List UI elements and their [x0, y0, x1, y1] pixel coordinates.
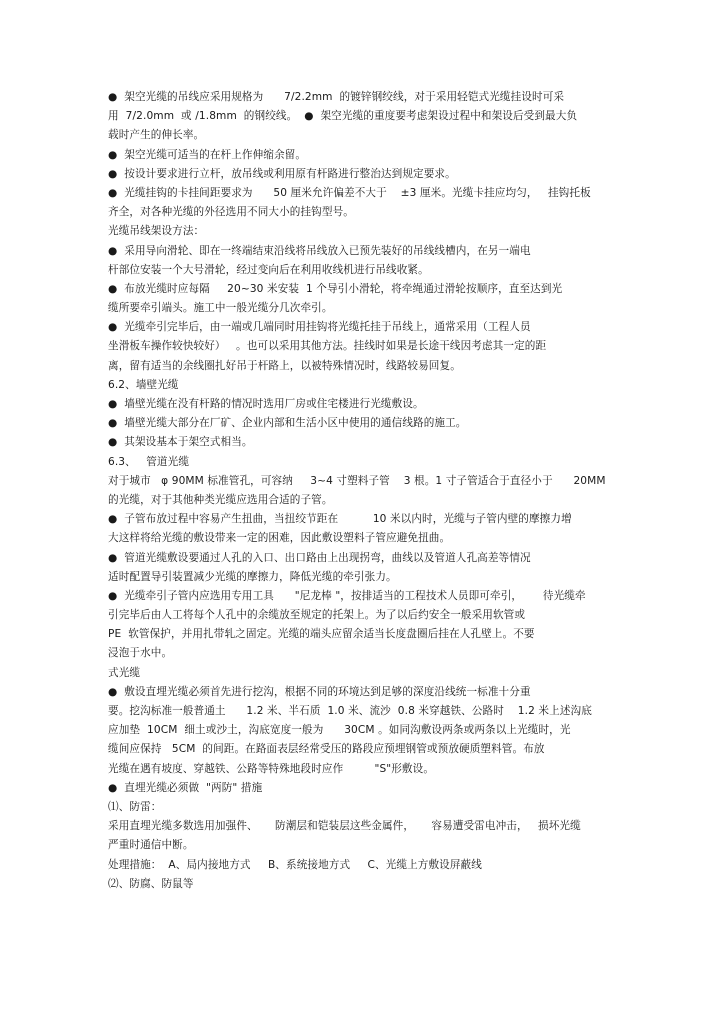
- section-heading: 6.3、 管道光缆: [108, 455, 190, 468]
- text-line: 齐全，对各种光缆的外径选用不同大小的挂钩型号。: [108, 206, 354, 219]
- text-line: 适时配置导引装置减少光缆的摩擦力，降低光缆的牵引张力。: [108, 570, 397, 583]
- text-line: ● 架空光缆可适当的在杆上作伸缩余留。: [108, 148, 307, 161]
- text-line: ● 光缆牵引完毕后，由一端或几端同时用挂钩将光缆托挂于吊线上，通常采用（工程人员: [108, 321, 531, 334]
- document-page: [108, 88, 616, 894]
- text-line: 的光缆，对于其他种类光缆应选用合适的子管。: [108, 493, 333, 506]
- text-line: ● 光缆挂钩的卡挂间距要求为 50 厘米允许偏差不大于 ±3 厘米。光缆卡挂应均匀， 挂钩托板: [108, 186, 591, 199]
- text-line: 要。挖沟标准一般普通土 1.2 米、半石质 1.0 米、流沙 0.8 米穿越铁、公路时 1.2 米上述沟底: [108, 705, 592, 717]
- section-heading: 式光缆: [108, 666, 141, 679]
- text-line: 杆部位安装一个大号滑轮，经过变向后在利用收线机进行吊线收紧。: [108, 263, 429, 276]
- text-line: 应加垫 10CM 细土或沙土，沟底宽度一般为 30CM 。如同沟敷设两条或两条以上光缆时，光: [108, 724, 571, 737]
- text-line: 坐滑板车操作较快较好） 。也可以采用其他方法。挂线时如果是长途干线因考虑其一定的距: [108, 340, 547, 353]
- text-line: ⑴、防雷：: [108, 800, 162, 813]
- text-line: ● 按设计要求进行立杆，放吊线或利用原有杆路进行整治达到规定要求。: [108, 167, 456, 180]
- text-line: 离，留有适当的余线圈扎好吊于杆路上，以被特殊情况时，线路较易回复。: [108, 359, 461, 372]
- text-line: ● 采用导向滑轮、即在一终端结束沿线将吊线放入已预先装好的吊线线槽内，在另一端电: [108, 244, 531, 257]
- text-line: 缆所要牵引端头。施工中一般光缆分几次牵引。: [108, 302, 333, 315]
- text-line: ⑵、防腐、防鼠等: [108, 877, 194, 890]
- text-line: ● 子管布放过程中容易产生扭曲，当扭绞节距在 10 米以内时，光缆与子管内壁的摩擦力增: [108, 513, 572, 526]
- text-line: ● 直埋光缆必须做 "两防" 措施: [108, 781, 263, 794]
- text-line: 光缆在遇有坡度、穿越铁、公路等特殊地段时应作 "S"形敷设。: [108, 762, 435, 775]
- text-line: ● 管道光缆敷设要通过人孔的入口、出口路由上出现拐弯，曲线以及管道人孔高差等情况: [108, 551, 531, 564]
- text-line: 缆间应保持 5CM 的间距。在路面表层经常受压的路段应预埋钢管或预放硬质塑料管。布放: [108, 743, 545, 756]
- text-line: PE 软管保护，并用扎带轧之固定。光缆的端头应留余适当长度盘圈后挂在人孔壁上。不要: [108, 628, 535, 641]
- text-line: 用 7/2.0mm 或 /1.8mm 的钢绞线。 ● 架空光缆的重度要考虑架设过程中和架设后受到最大负: [108, 110, 578, 123]
- text-line: ● 架空光缆的吊线应采用规格为 7/2.2mm 的镀锌钢绞线，对于采用轻铠式光缆挂设时可采: [108, 91, 565, 103]
- text-line: ● 布放光缆时应每隔 20~30 米安装 1 个导引小滑轮，将牵绳通过滑轮按顺序，直至达到光: [108, 282, 563, 295]
- text-line: 采用直埋光缆多数选用加强件、 防潮层和铠装层这些金属件， 容易遭受雷电冲击， 损坏光缆: [108, 820, 581, 833]
- text-line: 引完毕后由人工将每个人孔中的余缆放至规定的托架上。为了以后约安全一般采用软管或: [108, 609, 526, 622]
- text-line: ● 敷设直埋光缆必须首先进行挖沟，根据不同的环境达到足够的深度沿线统一标准十分重: [108, 685, 531, 698]
- section-heading: 光缆吊线架设方法：: [108, 225, 205, 238]
- text-line: ● 其架设基本于架空式相当。: [108, 436, 253, 449]
- text-line: ● 墙壁光缆在没有杆路的情况时选用厂房或住宅楼进行光缆敷设。: [108, 398, 424, 410]
- text-line: ● 光缆牵引子管内应选用专用工具 "尼龙棒 "，按排适当的工程技术人员即可牵引， 待光缆牵: [108, 589, 586, 602]
- text-line: 对于城市 φ 90MM 标准管孔，可容纳 3~4 寸塑料子管 3 根。1 寸子管适合于直径小于 20MM: [108, 474, 606, 487]
- text-line: 严重时通信中断。: [108, 839, 194, 852]
- text-line: 处理措施： A、局内接地方式 B、系统接地方式 C、光缆上方敷设屏蔽线: [108, 858, 482, 871]
- text-line: 大这样将给光缆的敷设带来一定的困难，因此敷设塑料子管应避免扭曲。: [108, 532, 451, 545]
- text-line: 浸泡于水中。: [108, 647, 173, 660]
- section-heading: 6.2、墙壁光缆: [108, 378, 179, 391]
- text-line: ● 墙壁光缆大部分在厂矿、企业内部和生活小区中使用的通信线路的施工。: [108, 417, 467, 430]
- text-line: 载时产生的伸长率。: [108, 129, 205, 142]
